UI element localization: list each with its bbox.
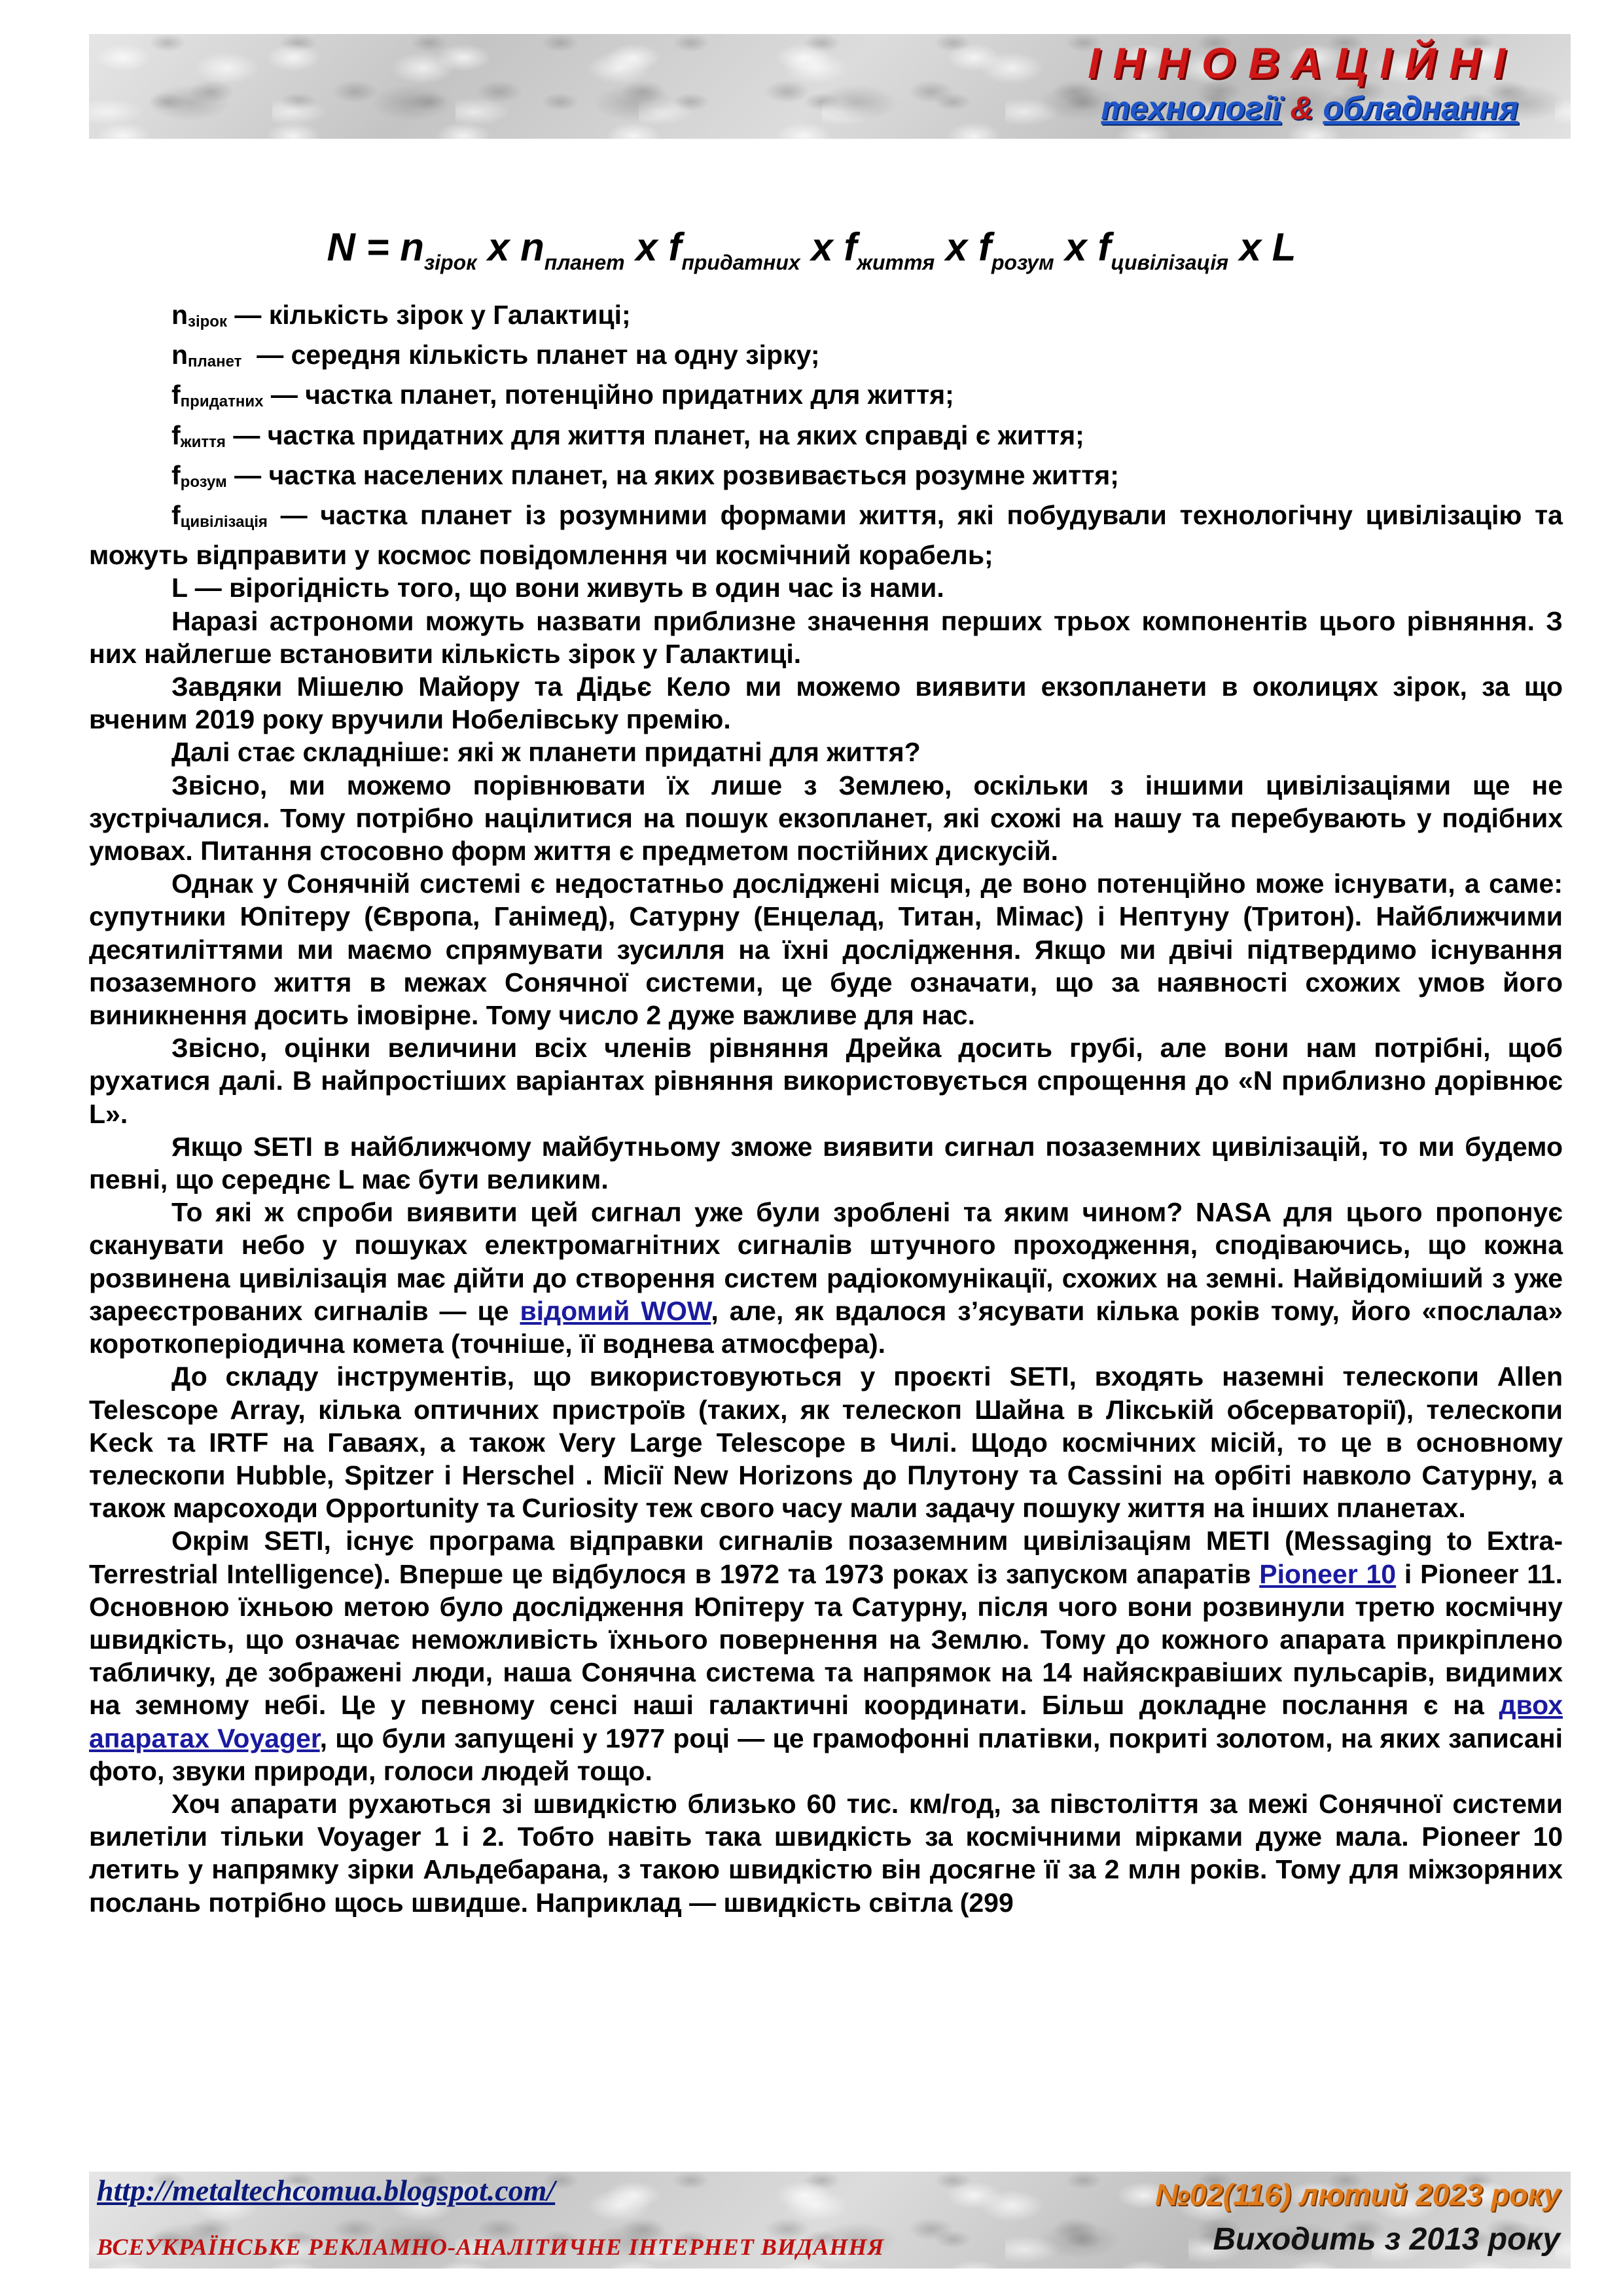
paragraph: Хоч апарати рухаються зі швидкістю близько 60 тис. км/год, за півстоліття за межі Сонячної системи вилетіли тільки Voyager 1 і 2. Тобто навіть така швидкість за космічними мірками дуже мала. Pioneer 10 летить у напрямку зірки Альдебарана, з такою швидкістю він досягне її за 2 млн років. Тому для міжзоряних послань потрібно щось швидше. Наприклад — швидкість світла (299 (89, 1788, 1563, 1918)
page-footer (89, 2172, 1571, 2269)
definition-item (89, 419, 1563, 459)
formula-part: x f (800, 225, 857, 269)
formula-part: x f (1054, 225, 1111, 269)
logo-sub-amp: & (1290, 90, 1314, 126)
formula-sub: життя (857, 251, 935, 274)
def-subscript: зірок (188, 313, 227, 331)
def-symbol: n (171, 340, 188, 370)
page-header (89, 34, 1571, 139)
footer-url-link[interactable]: http://metaltechcomua.blogspot.com/ (97, 2174, 556, 2207)
def-symbol: L (171, 573, 188, 603)
def-subscript: життя (180, 433, 226, 451)
definition-item (89, 571, 1563, 604)
paragraph: Однак у Сонячній системі є недостатньо досліджені місця, де воно потенційно може існувати, а саме: супутники Юпітеру (Європа, Ганімед), Сатурну (Енцелад, Титан, Мімас) і Нептуну (Тритон). Найближчими десятиліттями ми маємо спрямувати зусилля на їхні дослідження. Якщо ми двічі підтвердимо існування позаземного життя в межах Сонячної системи, це буде означати, що за наявності схожих умов його виникнення досить імовірне. Тому число 2 дуже важливе для нас. (89, 869, 1563, 1031)
paragraph: Звісно, ми можемо порівнювати їх лише з Землею, оскільки з іншими цивілізаціями ще не зустрічалися. Тому потрібно націлитися на пошук екзопланет, які схожі на нашу та перебувають у подібних умовах. Питання стосовно форм життя є предметом постійних дискусій. (89, 770, 1563, 867)
definition-item (89, 378, 1563, 418)
paragraph-text: і Pioneer 11. Основною їхньою метою було дослідження Юпітеру та Сатурну, після чого вони розвинули третю космічну швидкість, що означає неможливість їхнього повернення на Землю. Тому до кожного апарата прикріплено табличку, де зображені люди, наша Сонячна система та напрямок на 14 найяскравіших пульсарів, видимих на земному небі. Це у певному сенсі наші галактичні координати. Більш докладне послання є на (89, 1558, 1563, 1721)
logo-subtitle (1101, 89, 1518, 127)
definition-item (89, 298, 1563, 338)
pioneer-10-link[interactable]: Pioneer 10 (1259, 1558, 1397, 1589)
logo-sub-left: технології (1101, 90, 1281, 126)
formula-part: x L (1228, 225, 1296, 269)
def-subscript: придатних (180, 393, 264, 411)
def-subscript: планет (188, 353, 242, 371)
paragraph (89, 1196, 1563, 1360)
voyager-link[interactable]: двох апаратах Voyager (89, 1690, 1563, 1753)
footer-issue: №02(116) лютий 2023 року (1154, 2178, 1560, 2212)
def-text: — кількість зірок у Галактиці; (226, 300, 631, 330)
paragraph-text: То які ж спроби виявити цей сигнал уже були зроблені та яким чином? NASA для цього пропонує сканувати небо у пошуках електромагнітних сигналів штучного проходження, сподіваючись, що кожна розвинена цивілізація має дійти до створення систем радіокомунікації, схожих на земні. Найвідоміший з уже зареєстрованих сигналів — це (89, 1197, 1563, 1326)
logo-title: ІННОВАЦІЙНІ (1088, 39, 1518, 87)
formula-sub: розум (991, 251, 1054, 274)
definition-item (89, 338, 1563, 378)
def-subscript: цивілізація (180, 513, 268, 531)
def-text: — вірогідність того, що вони живуть в один час із нами. (187, 573, 944, 603)
logo-sub-right: обладнання (1323, 90, 1518, 126)
formula-sub: планет (544, 251, 625, 274)
def-text: — середня кількість планет на одну зірку; (241, 340, 820, 370)
formula-part: x f (935, 225, 991, 269)
paragraph: Звісно, оцінки величини всіх членів рівняння Дрейка досить грубі, але вони нам потрібні, щоб рухатися далі. В найпростіших варіантах рівняння використовується спрощення до «N приблизно дорівнює L». (89, 1033, 1563, 1129)
def-symbol: f (171, 500, 181, 531)
formula-sub: придатних (681, 251, 800, 274)
paragraph-text: , але, як вдалося з’ясувати кілька років тому, його «послала» короткоперіодична комета (точніше, її воднева атмосфера). (89, 1295, 1563, 1359)
formula-part: x f (624, 225, 682, 269)
def-text: — частка населених планет, на яких розвивається розумне життя; (226, 459, 1119, 490)
paragraph: Наразі астрономи можуть назвати приблизне значення перших трьох компонентів цього рівняння. З них найлегше встановити кількість зірок у Галактиці. (89, 605, 1563, 669)
wow-signal-link[interactable]: відомий WOW (520, 1295, 711, 1326)
formula-part: x n (476, 225, 544, 269)
paragraph: До складу інструментів, що використовуються у проєкті SETI, входять наземні телескопи Allen Telescope Array, кілька оптичних пристроїв (таких, як телескоп Шайна в Лікській обсерваторії), телескопи Keck та IRTF на Гаваях, а також Very Large Telescope в Чилі. Щодо космічних місій, то це в основному телескопи Hubble, Spitzer і Herschel . Місії New Horizons до Плутону та Cassini на орбіті навколо Сатурну, а також марсоходи Opportunity та Curiosity теж свого часу мали задачу пошуку життя на інших планетах. (89, 1361, 1563, 1524)
def-symbol: n (171, 300, 188, 330)
def-text: — частка планет, потенційно придатних для життя; (263, 380, 954, 410)
definition-item (89, 499, 1563, 571)
definition-item (89, 459, 1563, 499)
def-text: — частка планет із розумними формами життя, які побудували технологічну цивілізацію та можуть відправити у космос повідомлення чи космічний корабель; (89, 500, 1563, 571)
formula-sub: зірок (423, 251, 477, 274)
footer-since: Виходить з 2013 року (1213, 2222, 1560, 2257)
formula-sub: цивілізація (1111, 251, 1229, 274)
paragraph-text: Окрім SETI, існує програма відправки сигналів позаземним цивілізаціям METI (Messaging to Extra-Terrestrial Intelligence). Вперше це відбулося в 1972 та 1973 роках із запуском апаратів (89, 1526, 1563, 1589)
paragraph (89, 1524, 1563, 1787)
drake-formula (0, 221, 1623, 289)
def-symbol: f (171, 380, 181, 410)
paragraph: Завдяки Мішелю Майору та Дідьє Кело ми можемо виявити екзопланети в околицях зірок, за що вченим 2019 року вручили Нобелівську премію. (89, 672, 1563, 735)
def-subscript: розум (180, 473, 227, 491)
paragraph: Далі стає складніше: які ж планети придатні для життя? (171, 737, 921, 768)
def-symbol: f (171, 420, 181, 450)
def-text: — частка придатних для життя планет, на яких справді є життя; (225, 420, 1084, 450)
article-body (89, 298, 1563, 1919)
paragraph-text: , що були запущені у 1977 році — це грамофонні платівки, покриті золотом, на яких записані фото, звуки природи, голоси людей тощо. (89, 1723, 1563, 1786)
def-symbol: f (171, 459, 181, 490)
formula-part: N = n (327, 225, 424, 269)
paragraph: Якщо SETI в найближчому майбутньому зможе виявити сигнал позаземних цивілізацій, то ми будемо певні, що середнє L має бути великим. (89, 1131, 1563, 1195)
footer-publication: ВСЕУКРАЇНСЬКЕ РЕКЛАМНО-АНАЛІТИЧНЕ ІНТЕРНЕТ ВИДАННЯ (97, 2234, 885, 2260)
